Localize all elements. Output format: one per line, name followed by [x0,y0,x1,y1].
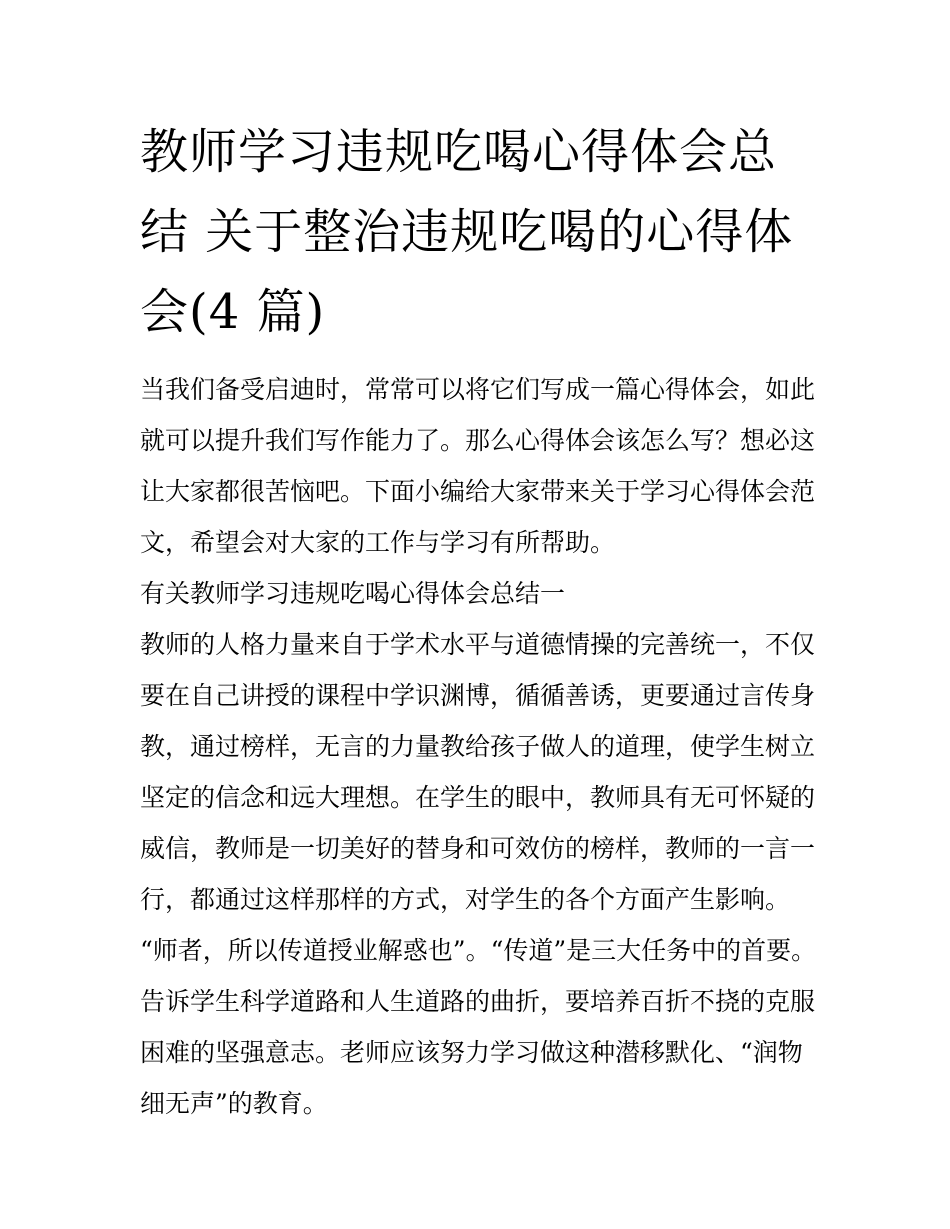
text-line: 要在自己讲授的课程中学识渊博，循循善诱，更要通过言传身 [140,681,816,710]
section-heading: 有关教师学习违规吃喝心得体会总结一 [140,579,566,608]
text-line: 文，希望会对大家的工作与学习有所帮助。 [140,528,616,557]
text-line: 当我们备受启迪时，常常可以将它们写成一篇心得体会，如此 [140,375,816,404]
text-line: 困难的坚强意志。老师应该努力学习做这种潜移默化、“润物 [140,1038,803,1067]
text-line: 细无声”的教育。 [140,1089,328,1118]
body-paragraph-2 [140,925,820,1129]
text-line: 让大家都很苦恼吧。下面小编给大家带来关于学习心得体会范 [140,477,816,506]
document-page [140,112,820,1129]
body-paragraph-1 [140,619,820,925]
text-line: 威信，教师是一切美好的替身和可效仿的榜样，教师的一言一 [140,834,816,863]
text-line: 教，通过榜样，无言的力量教给孩子做人的道理，使学生树立 [140,732,816,761]
title-line: 教师学习违规吃喝心得体会总 [140,124,778,180]
text-line: 就可以提升我们写作能力了。那么心得体会该怎么写？想必这 [140,426,816,455]
text-line: 行，都通过这样那样的方式，对学生的各个方面产生影响。 [140,885,791,914]
text-line: 坚定的信念和远大理想。在学生的眼中，教师具有无可怀疑的 [140,783,816,812]
text-line: 告诉学生科学道路和人生道路的曲折，要培养百折不挠的克服 [140,987,816,1016]
document-title [140,112,820,352]
text-line: 教师的人格力量来自于学术水平与道德情操的完善统一，不仅 [140,630,816,659]
text-line: “师者，所以传道授业解惑也”。“传道”是三大任务中的首要。 [140,936,817,965]
title-line: 结 关于整治违规吃喝的心得体 [140,204,794,260]
title-line: 会(4 篇) [140,284,326,340]
intro-paragraph [140,364,820,568]
